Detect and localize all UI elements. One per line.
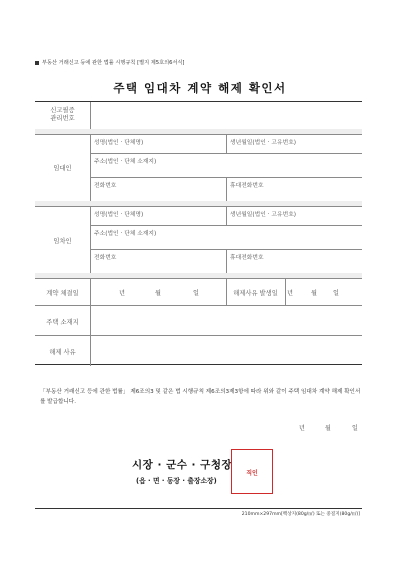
landlord-name-field[interactable]: 성명(법인 · 단체명) [94,140,144,146]
tenant-section-label: 임차인 [53,238,72,245]
tenant-name-field[interactable]: 성명(법인 · 단체명) [94,212,144,218]
cancel-date-day[interactable]: 일 [333,290,339,297]
cancel-reason-field[interactable] [94,338,360,364]
tenant-birth-field[interactable]: 생년월일(법인 · 고유번호) [230,212,297,218]
issuer-title: 시장 · 군수 · 구청장 [132,459,233,471]
landlord-phone-field[interactable]: 전화번호 [94,183,117,189]
cancel-date-year[interactable]: 년 [287,290,293,297]
report-no-label: 신고필증 관리번호 [50,107,75,122]
issuer-office: (읍 · 면 · 동장 · 출장소장) [136,477,217,485]
issue-date-month: 월 [325,425,331,432]
contract-date-day[interactable]: 일 [193,290,199,297]
tenant-phone-field[interactable]: 전화번호 [94,255,117,261]
seal-label: 직인 [246,470,258,477]
contract-date-month[interactable]: 월 [155,290,161,297]
issue-date-day: 일 [352,425,358,432]
form-table [35,101,362,365]
form-title: 주택 임대차 계약 해제 확인서 [113,81,287,95]
landlord-section-label: 임대인 [53,165,72,172]
legal-notice: 「부동산 거래신고 등에 관한 법률」 제6조의3 및 같은 법 시행규칙 제6조의3제3항에 따라 위와 같이 주택 임대차 계약 해제 확인서를 발급합니다. [40,389,361,405]
official-seal-box [231,449,273,494]
cancel-reason-label: 해제 사유 [49,349,76,356]
footer-divider [35,508,362,509]
landlord-mobile-field[interactable]: 휴대전화번호 [230,183,264,189]
house-location-label: 주택 소재지 [46,319,79,326]
bullet-square-icon [35,61,39,65]
legal-basis-text: 부동산 거래신고 등에 관한 법률 시행규칙 [별지 제5호의6서식] [42,60,185,66]
tenant-address-field[interactable]: 주소(법인 · 단체 소재지) [94,231,157,237]
cancel-date-month[interactable]: 월 [311,290,317,297]
contract-date-year[interactable]: 년 [119,290,125,297]
landlord-birth-field[interactable]: 생년월일(법인 · 고유번호) [230,140,297,146]
house-location-field[interactable] [94,308,360,333]
contract-date-label: 계약 체결일 [46,290,79,297]
legal-basis [35,59,184,66]
cancel-date-label: 해제사유 발생일 [233,290,278,297]
landlord-address-field[interactable]: 주소(법인 · 단체 소재지) [94,159,157,165]
tenant-mobile-field[interactable]: 휴대전화번호 [230,255,264,261]
issue-date-year: 년 [299,425,305,432]
paper-spec: 210mm×297mm[백상지(80g/㎡) 또는 중질지(80g/㎡)] [241,512,360,517]
